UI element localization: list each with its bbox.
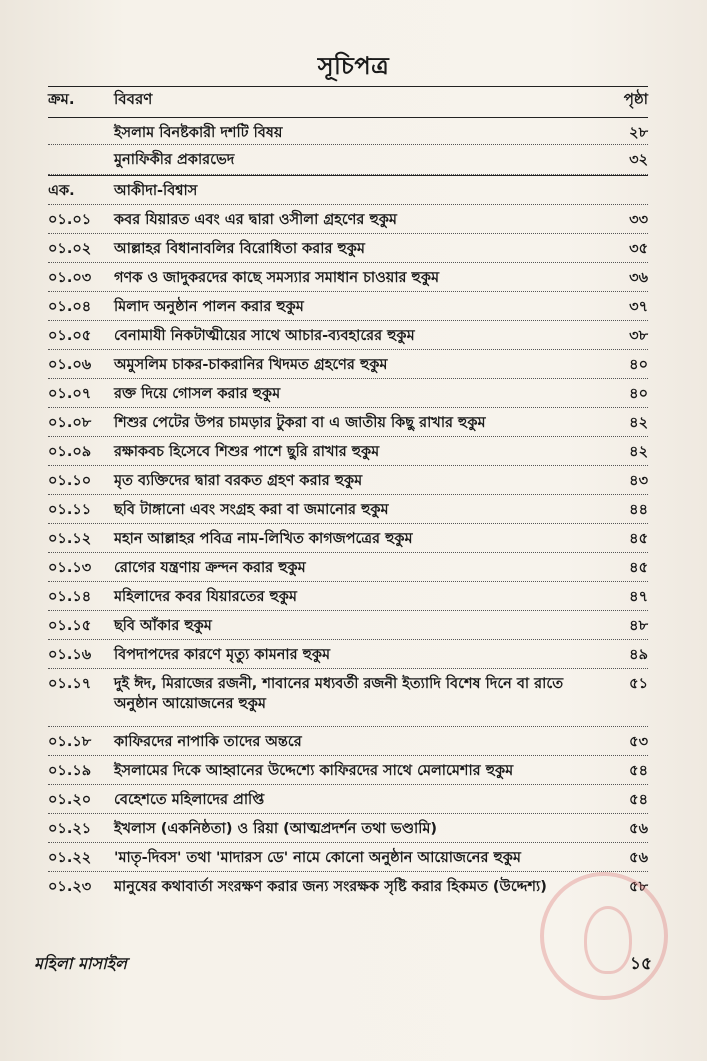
toc-page: ৪৫ [629, 560, 648, 576]
toc-serial: ০১.০১ [48, 212, 92, 228]
toc-page: ৪৩ [629, 473, 648, 489]
toc-row [48, 234, 648, 263]
toc-description: মহান আল্লাহর পবিত্র নাম-লিখিত কাগজপত্রের হুকুম [114, 531, 413, 547]
toc-page: ৫১ [629, 676, 648, 692]
toc-description: কাফিরদের নাপাকি তাদের অন্তরে [114, 734, 302, 750]
toc-page: ৪০ [629, 357, 648, 373]
toc-description: রক্ষাকবচ হিসেবে শিশুর পাশে ছুরি রাখার হুকুম [114, 444, 380, 460]
toc-serial: ০১.১৮ [48, 734, 92, 750]
toc-serial: ০১.১১ [48, 502, 92, 518]
toc-page: ৩২ [629, 152, 648, 168]
toc-row [48, 814, 648, 843]
toc-description: বেহেশতে মহিলাদের প্রাপ্তি [114, 792, 265, 808]
toc-description: গণক ও জাদুকরদের কাছে সমস্যার সমাধান চাওয়ার হুকুম [114, 270, 440, 286]
toc-serial: ০১.২৩ [48, 879, 92, 895]
toc-page: ৪২ [629, 444, 648, 460]
toc-serial: ০১.০২ [48, 241, 92, 257]
toc-row [48, 350, 648, 379]
toc-serial: ০১.০৭ [48, 386, 92, 402]
toc-serial: ০১.১০ [48, 473, 92, 489]
toc-description: ইসলাম বিনষ্টকারী দশটি বিষয় [114, 125, 283, 141]
table-of-contents [48, 86, 648, 930]
toc-page: ৩৬ [629, 270, 648, 286]
toc-page: ৫৪ [629, 792, 648, 808]
publisher-seal-watermark [540, 872, 668, 1000]
toc-page: ৩৮ [629, 328, 648, 344]
toc-description: অমুসলিম চাকর-চাকরানির খিদমত গ্রহণের হুকুম [114, 357, 388, 373]
toc-serial: ০১.২২ [48, 850, 92, 866]
toc-description: মিলাদ অনুষ্ঠান পালন করার হুকুম [114, 299, 304, 315]
toc-row [48, 437, 648, 466]
toc-serial: ০১.০৪ [48, 299, 92, 315]
toc-description: কবর যিয়ারত এবং এর দ্বারা ওসীলা গ্রহণের হুকুম [114, 212, 397, 228]
toc-serial: ০১.২১ [48, 821, 92, 837]
toc-page: ৫৬ [629, 821, 648, 837]
header-serial: ক্রম. [48, 90, 75, 108]
toc-serial: ০১.১৭ [48, 676, 92, 692]
toc-description: ছবি টাঙ্গানো এবং সংগ্রহ করা বা জমানোর হুকুম [114, 502, 389, 518]
toc-row [48, 379, 648, 408]
toc-serial: ০১.১৯ [48, 763, 92, 779]
toc-row [48, 145, 648, 175]
toc-description: বেনামাযী নিকটাত্মীয়ের সাথে আচার-ব্যবহারের হুকুম [114, 328, 415, 344]
toc-row [48, 524, 648, 553]
toc-serial: এক. [48, 183, 75, 199]
toc-section-row [48, 175, 648, 205]
toc-page: ৫৬ [629, 850, 648, 866]
toc-page: ৪৯ [629, 647, 648, 663]
toc-row [48, 727, 648, 756]
toc-page: ৩৭ [629, 299, 648, 315]
toc-serial: ০১.০৬ [48, 357, 92, 373]
toc-serial: ০১.০৫ [48, 328, 92, 344]
toc-page: ৪০ [629, 386, 648, 402]
toc-description: ইখলাস (একনিষ্ঠতা) ও রিয়া (আত্মপ্রদর্শন তথা ভণ্ডামি) [114, 821, 438, 837]
toc-description: রোগের যন্ত্রণায় ক্রন্দন করার হুকুম [114, 560, 306, 576]
toc-serial: ০১.১৫ [48, 618, 92, 634]
toc-row [48, 205, 648, 234]
header-page: পৃষ্ঠা [623, 90, 648, 108]
toc-page: ৪২ [629, 415, 648, 431]
toc-row [48, 843, 648, 872]
toc-row [48, 582, 648, 611]
toc-row [48, 321, 648, 350]
toc-page: ৪৪ [629, 502, 648, 518]
toc-serial: ০১.০৮ [48, 415, 92, 431]
toc-header [48, 86, 648, 118]
toc-page: ৪৭ [629, 589, 648, 605]
page-title: সূচিপত্র [317, 52, 390, 80]
toc-serial: ০১.১৩ [48, 560, 92, 576]
toc-page: ৫৩ [629, 734, 648, 750]
toc-page: ৪৮ [629, 618, 648, 634]
header-description: বিবরণ [114, 90, 153, 108]
toc-row [48, 118, 648, 145]
toc-description: আল্লাহর বিধানাবলির বিরোধিতা করার হুকুম [114, 241, 365, 257]
toc-description: 'মাতৃ-দিবস' তথা 'মাদারস ডে' নামে কোনো অনুষ্ঠান আয়োজনের হুকুম [114, 850, 521, 866]
toc-row [48, 553, 648, 582]
toc-serial: ০১.০৩ [48, 270, 92, 286]
toc-description: দুই ঈদ, মিরাজের রজনী, শাবানের মধ্যবর্তী রজনী ইত্যাদি বিশেষ দিনে বা রাতে অনুষ্ঠান আয়োজনের হুকুম [114, 676, 564, 712]
toc-serial: ০১.১৬ [48, 647, 92, 663]
toc-page: ৫৪ [629, 763, 648, 779]
toc-page: ৫৮ [629, 879, 648, 895]
toc-row [48, 292, 648, 321]
toc-row [48, 495, 648, 524]
toc-description: মৃত ব্যক্তিদের দ্বারা বরকত গ্রহণ করার হুকুম [114, 473, 363, 489]
toc-description: মানুষের কথাবার্তা সংরক্ষণ করার জন্য সংরক্ষক সৃষ্টি করার হিকমত (উদ্দেশ্য) [114, 879, 547, 895]
toc-description: বিপদাপদের কারণে মৃত্যু কামনার হুকুম [114, 647, 331, 663]
toc-description: মহিলাদের কবর যিয়ারতের হুকুম [114, 589, 297, 605]
toc-description: ছবি আঁকার হুকুম [114, 618, 212, 634]
toc-page: ২৮ [629, 125, 648, 141]
toc-row [48, 669, 648, 727]
toc-row [48, 785, 648, 814]
toc-row [48, 756, 648, 785]
toc-description: ইসলামের দিকে আহ্বানের উদ্দেশ্যে কাফিরদের সাথে মেলামেশার হুকুম [114, 763, 514, 779]
toc-page: ৪৫ [629, 531, 648, 547]
running-footer-book-title: মহিলা মাসাইল [34, 954, 127, 973]
toc-section-title: আকীদা-বিশ্বাস [114, 183, 198, 199]
toc-serial: ০১.১৪ [48, 589, 92, 605]
toc-description: মুনাফিকীর প্রকারভেদ [114, 152, 235, 168]
page-number: ১৫ [629, 954, 652, 974]
toc-row [48, 466, 648, 495]
toc-description: রক্ত দিয়ে গোসল করার হুকুম [114, 386, 281, 402]
toc-page: ৩৩ [629, 212, 648, 228]
toc-description: শিশুর পেটের উপর চামড়ার টুকরা বা এ জাতীয় কিছু রাখার হুকুম [114, 415, 486, 431]
toc-page: ৩৫ [629, 241, 648, 257]
toc-serial: ০১.০৯ [48, 444, 92, 460]
toc-row [48, 263, 648, 292]
toc-row [48, 408, 648, 437]
toc-row [48, 611, 648, 640]
toc-row [48, 640, 648, 669]
toc-serial: ০১.১২ [48, 531, 92, 547]
toc-serial: ০১.২০ [48, 792, 92, 808]
